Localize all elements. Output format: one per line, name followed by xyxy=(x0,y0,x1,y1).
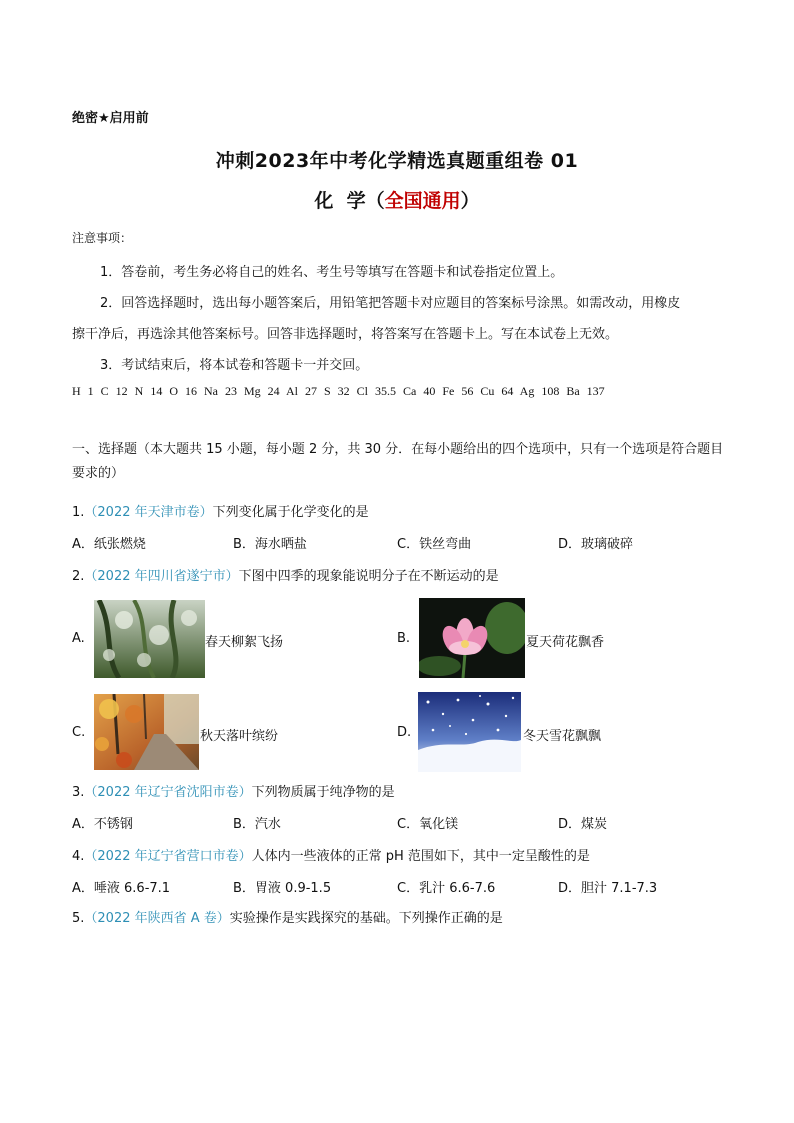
notice-item-2: 2．回答选择题时，选出每小题答案后，用铅笔把答题卡对应题目的答案标号涂黑。如需改动，用橡皮 xyxy=(100,296,681,311)
q2-option-a-text: 春天柳絮飞扬 xyxy=(205,635,284,650)
q1-option-b: B．海水晒盐 xyxy=(233,537,307,552)
question-source: （2022 年天津市卷） xyxy=(84,505,213,520)
region-label: 全国通用 xyxy=(384,190,461,212)
lotus-flower-image xyxy=(419,598,525,678)
region-open-paren: （ xyxy=(365,190,385,212)
notice-heading: 注意事项： xyxy=(72,231,133,245)
region-close-paren: ） xyxy=(460,190,480,212)
question-number: 4. xyxy=(72,849,85,864)
question-stem: 人体内一些液体的正常 pH 范围如下，其中一定呈酸性的是 xyxy=(251,849,590,864)
question-source: （2022 年辽宁省营口市卷） xyxy=(84,849,252,864)
q4-option-d: D．胆汁 7.1-7.3 xyxy=(558,881,658,896)
question-stem: 实验操作是实践探究的基础。下列操作正确的是 xyxy=(229,911,503,926)
notice-item-2-continued: 擦干净后，再选涂其他答案标号。回答非选择题时，将答案写在答题卡上。写在本试卷上无效。 xyxy=(72,327,619,342)
q2-option-c-text: 秋天落叶缤纷 xyxy=(200,729,279,744)
question-5 xyxy=(72,907,503,926)
willow-catkins-image xyxy=(94,600,205,678)
question-number: 3. xyxy=(72,785,85,800)
question-1 xyxy=(72,501,369,520)
q1-option-d: D．玻璃破碎 xyxy=(558,537,634,552)
q4-option-b: B．胃液 0.9-1.5 xyxy=(233,881,332,896)
section-title: 一、选择题（本大题共 15 小题，每小题 2 分，共 30 分．在每小题给出的四个选项中，只有一个选项是符合题目要求的） xyxy=(72,442,724,481)
question-4 xyxy=(72,845,590,864)
confidential-label: 绝密★启用前 xyxy=(72,111,149,126)
question-source: （2022 年陕西省 A 卷） xyxy=(84,911,230,926)
autumn-leaves-image xyxy=(94,694,199,770)
question-source: （2022 年四川省遂宁市） xyxy=(84,569,239,584)
exam-subtitle xyxy=(0,186,794,213)
q2-option-a-letter: A. xyxy=(72,631,85,646)
notice-item-3: 3．考试结束后，将本试卷和答题卡一并交回。 xyxy=(100,358,369,373)
q2-option-b-letter: B. xyxy=(397,631,411,646)
question-stem: 下图中四季的现象能说明分子在不断运动的是 xyxy=(238,569,499,584)
question-source: （2022 年辽宁省沈阳市卷） xyxy=(84,785,252,800)
question-2 xyxy=(72,565,499,584)
question-3 xyxy=(72,781,395,800)
notice-item-1: 1．答卷前，考生务必将自己的姓名、考生号等填写在答题卡和试卷指定位置上。 xyxy=(100,265,564,280)
q1-option-c: C．铁丝弯曲 xyxy=(397,537,472,552)
q2-option-d-letter: D. xyxy=(397,725,412,740)
question-number: 5. xyxy=(72,911,85,926)
q3-option-b: B．汽水 xyxy=(233,817,281,832)
question-number: 1. xyxy=(72,505,85,520)
winter-snow-image xyxy=(418,692,521,772)
q4-option-c: C．乳汁 6.6-7.6 xyxy=(397,881,496,896)
q4-option-a: A．唾液 6.6-7.1 xyxy=(72,881,171,896)
question-number: 2. xyxy=(72,569,85,584)
q3-option-a: A．不锈钢 xyxy=(72,817,133,832)
question-stem: 下列变化属于化学变化的是 xyxy=(212,505,369,520)
subject-name: 化 学 xyxy=(314,190,366,212)
exam-title: 冲刺2023年中考化学精选真题重组卷 01 xyxy=(215,150,579,172)
atomic-masses: H 1 C 12 N 14 O 16 Na 23 Mg 24 Al 27 S 32 Cl 35.5 Ca 40 Fe 56 Cu 64 Ag 108 Ba 137 xyxy=(72,384,605,398)
q2-option-c-letter: C. xyxy=(72,725,86,740)
q3-option-c: C．氧化镁 xyxy=(397,817,459,832)
question-stem: 下列物质属于纯净物的是 xyxy=(251,785,395,800)
q1-option-a: A．纸张燃烧 xyxy=(72,537,146,552)
q2-option-d-text: 冬天雪花飘飘 xyxy=(523,729,602,744)
q3-option-d: D．煤炭 xyxy=(558,817,608,832)
q2-option-b-text: 夏天荷花飘香 xyxy=(526,635,605,650)
